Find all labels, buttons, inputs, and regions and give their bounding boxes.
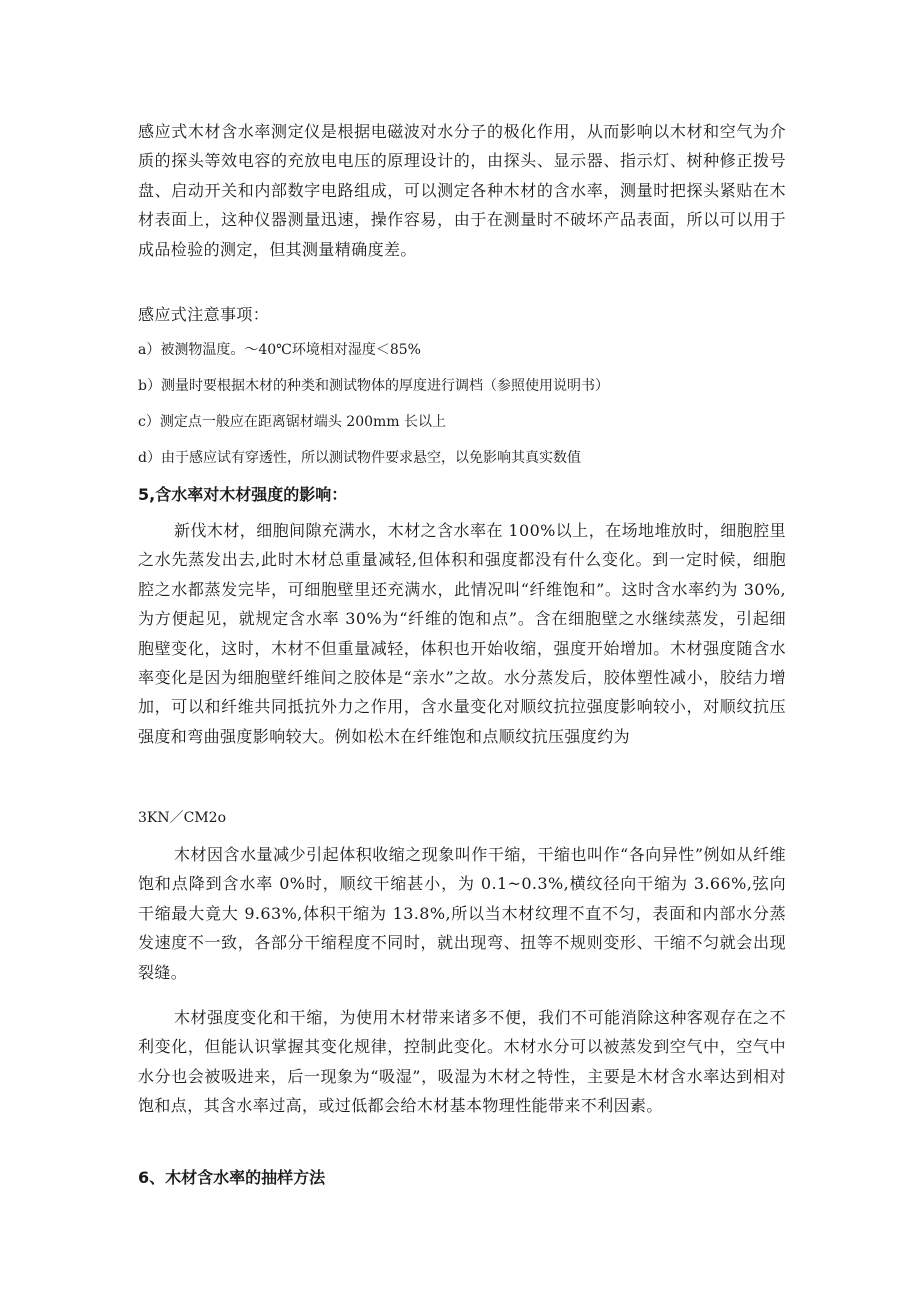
notes-title: 感应式注意事项： xyxy=(138,305,270,324)
note-item-c: c）测定点一般应在距离锯材端头 200mm 长以上 xyxy=(138,414,447,430)
section-5-paragraph-3: 木材强度变化和干缩，为使用木材带来诸多不便，我们不可能消除这种客观存在之不利变化，但能认识掌握其变化规律，控制此变化。木材水分可以被蒸发到空气中，空气中水分也会被吸进来，后一现象为“吸湿”，吸湿为木材之特性，主要是木材含水率达到相对饱和点，其含水率过高，或过低都会给木材基本物理性能带来不利因素。 xyxy=(138,1008,786,1116)
note-item-b: b）测量时要根据木材的种类和测试物体的厚度进行调档（参照使用说明书） xyxy=(138,378,609,394)
note-item-a: a）被测物温度。～40℃环境相对湿度＜85% xyxy=(138,342,421,358)
section-5-paragraph-1: 新伐木材，细胞间隙充满水，木材之含水率在 100%以上，在场地堆放时，细胞腔里之水先蒸发出去,此时木材总重量减轻,但体积和强度都没有什么变化。到一定时候，细胞腔之水都蒸发完毕，可细胞壁里还充满水，此情况叫“纤维饱和”。这时含水率约为 30%,为方便起见，就规定含水率 30%为“纤维的饱和点”。含在细胞壁之水继续蒸发，引起细胞壁变化，这时，木材不但重量减轻，体积也开始收缩，强度开始增加。木材强度随含水率变化是因为细胞壁纤维间之胶体是“亲水”之故。水分蒸发后，胶体塑性减小，胶结力增加，可以和纤维共同抵抗外力之作用，含水量变化对顺纹抗拉强度影响较小，对顺纹抗压强度和弯曲强度影响较大。例如松木在纤维饱和点顺纹抗压强度约为 xyxy=(138,521,786,746)
section-5-paragraph-2: 木材因含水量减少引起体积收缩之现象叫作干缩，干缩也叫作“各向异性”例如从纤维饱和点降到含水率 0%时，顺纹干缩甚小，为 0.1~0.3%,横纹径向干缩为 3.66%,弦向干缩最大竟大 9.63%,体积干缩为 13.8%,所以当木材纹理不直不匀，表面和内部水分蒸发速度不一致，各部分干缩程度不同时，就出现弯、扭等不规则变形、干缩不匀就会出现裂缝。 xyxy=(138,845,786,982)
section-5-paragraph-1-tail: 3KN／CM2o xyxy=(138,810,226,826)
note-item-d: d）由于感应试有穿透性，所以测试物件要求悬空，以免影响其真实数值 xyxy=(138,450,581,466)
inductive-meter-intro: 感应式木材含水率测定仪是根据电磁波对水分子的极化作用，从而影响以木材和空气为介质的探头等效电容的充放电电压的原理设计的，由探头、显示器、指示灯、树种修正拨号盘、启动开关和内部数字电路组成，可以测定各种木材的含水率，测量时把探头紧贴在木材表面上，这种仪器测量迅速，操作容易，由于在测量时不破坏产品表面，所以可以用于成品检验的测定，但其测量精确度差。 xyxy=(138,122,786,259)
section-6-heading: 6、木材含水率的抽样方法 xyxy=(138,1168,326,1187)
section-5-heading: 5,含水率对木材强度的影响： xyxy=(138,485,348,504)
